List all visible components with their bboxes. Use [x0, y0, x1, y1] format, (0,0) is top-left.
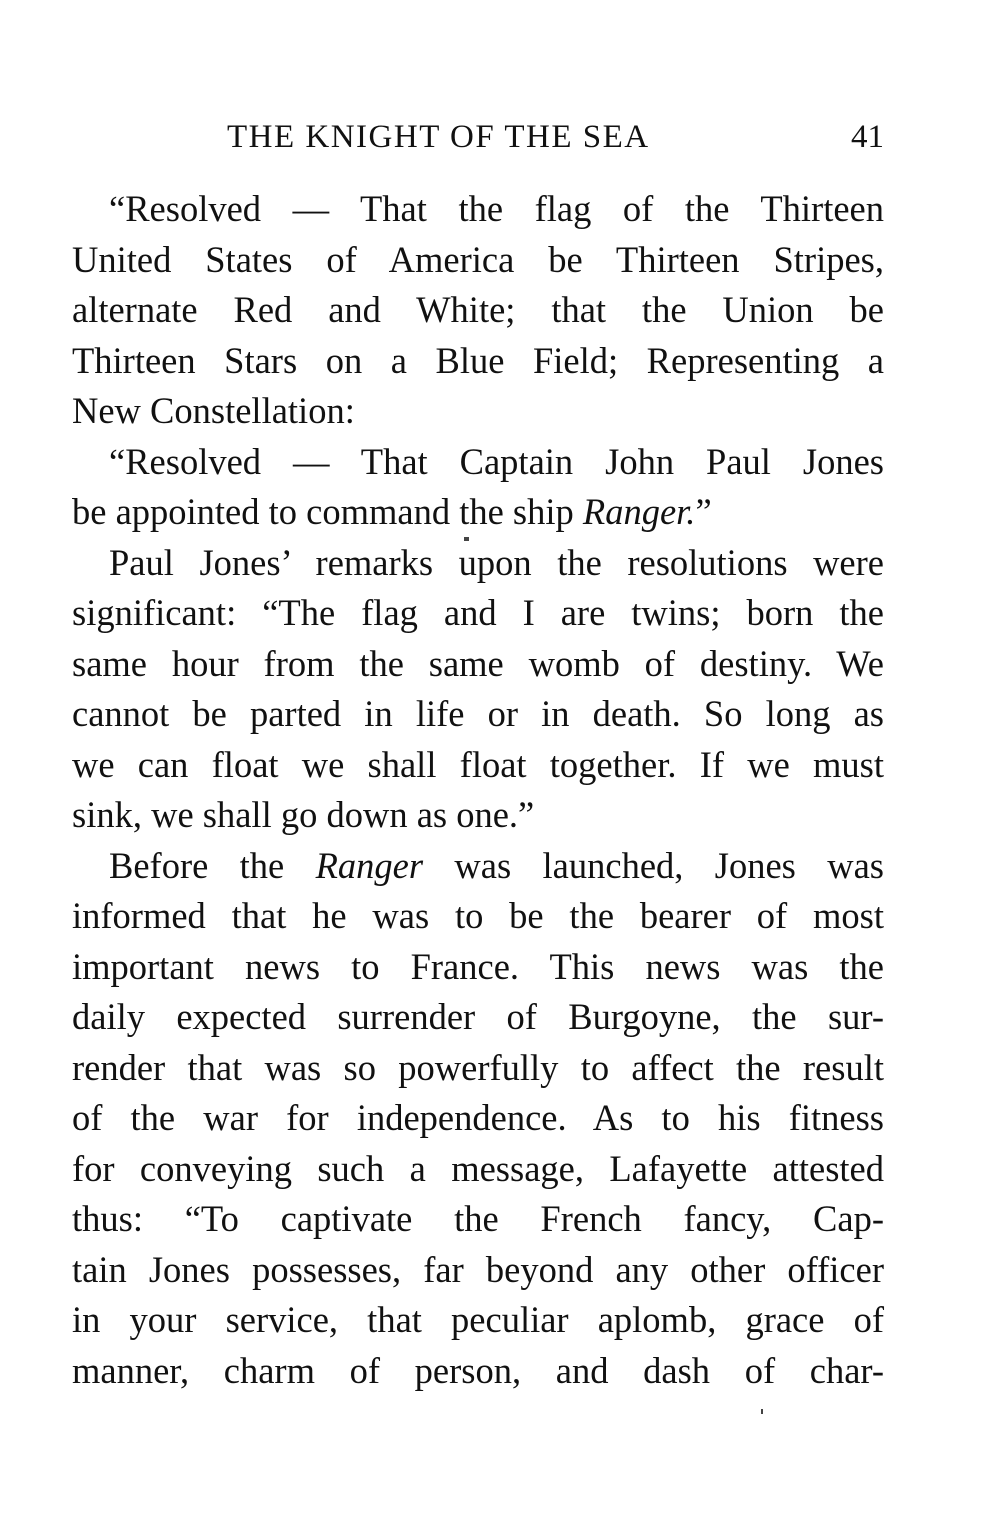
text-line: in your service, that peculiar aplomb, grace of: [72, 1299, 884, 1340]
text-line: tain Jones possesses, far beyond any other officer: [72, 1248, 884, 1290]
text-line: we can float we shall float together. If we must: [72, 743, 884, 785]
text-line: alternate Red and White; that the Union be: [72, 289, 884, 330]
text-line: “Resolved — That the flag of the Thirteen: [109, 188, 884, 229]
text-line: significant: “The flag and I are twins; born the: [72, 592, 884, 633]
text-line: thus: “To captivate the French fancy, Cap-: [72, 1198, 884, 1239]
text-line: Paul Jones’ remarks upon the resolutions were: [109, 541, 884, 583]
page-number: 41: [851, 119, 884, 155]
text-line: United States of America be Thirteen Stripes,: [72, 238, 884, 280]
text-line: Thirteen Stars on a Blue Field; Representing a: [72, 339, 884, 381]
text-line: informed that he was to be the bearer of most: [72, 895, 884, 936]
text-line: render that was so powerfully to affect the result: [72, 1046, 884, 1088]
print-speck: [464, 537, 469, 541]
closing-quote: ”: [695, 491, 712, 532]
text-line: manner, charm of person, and dash of char-: [72, 1349, 884, 1391]
text-line: same hour from the same womb of destiny. We: [72, 642, 884, 684]
paragraph-resolution-flag: [72, 184, 884, 437]
text-line: [72, 487, 884, 538]
text-line: for conveying such a message, Lafayette attested: [72, 1147, 884, 1189]
paragraph-ranger-launch: [72, 841, 884, 1397]
text-line-end: was launched, Jones was: [423, 844, 884, 886]
text-line: sink, we shall go down as one.”: [72, 794, 535, 835]
body-text: [72, 184, 884, 1396]
page-header: [72, 112, 884, 162]
text-line: important news to France. This news was the: [72, 945, 884, 987]
text-line: daily expected surrender of Burgoyne, the sur-: [72, 996, 884, 1037]
text-line: “Resolved — That Captain John Paul Jones: [109, 440, 884, 482]
text-line: cannot be parted in life or in death. So long as: [72, 693, 884, 734]
running-title: THE KNIGHT OF THE SEA: [227, 119, 650, 155]
ship-name: Ranger: [315, 844, 424, 886]
text-line: of the war for independence. As to his fitness: [72, 1097, 884, 1138]
paragraph-resolution-ranger: [72, 437, 884, 538]
text-line: [72, 841, 884, 892]
paragraph-jones-remarks: [72, 538, 884, 841]
text-line-start: be appointed to command the ship: [72, 491, 583, 532]
ship-name: Ranger.: [582, 491, 696, 532]
print-speck: [761, 1409, 763, 1414]
text-line-start: Before the: [109, 844, 316, 886]
text-line: New Constellation:: [72, 390, 355, 431]
